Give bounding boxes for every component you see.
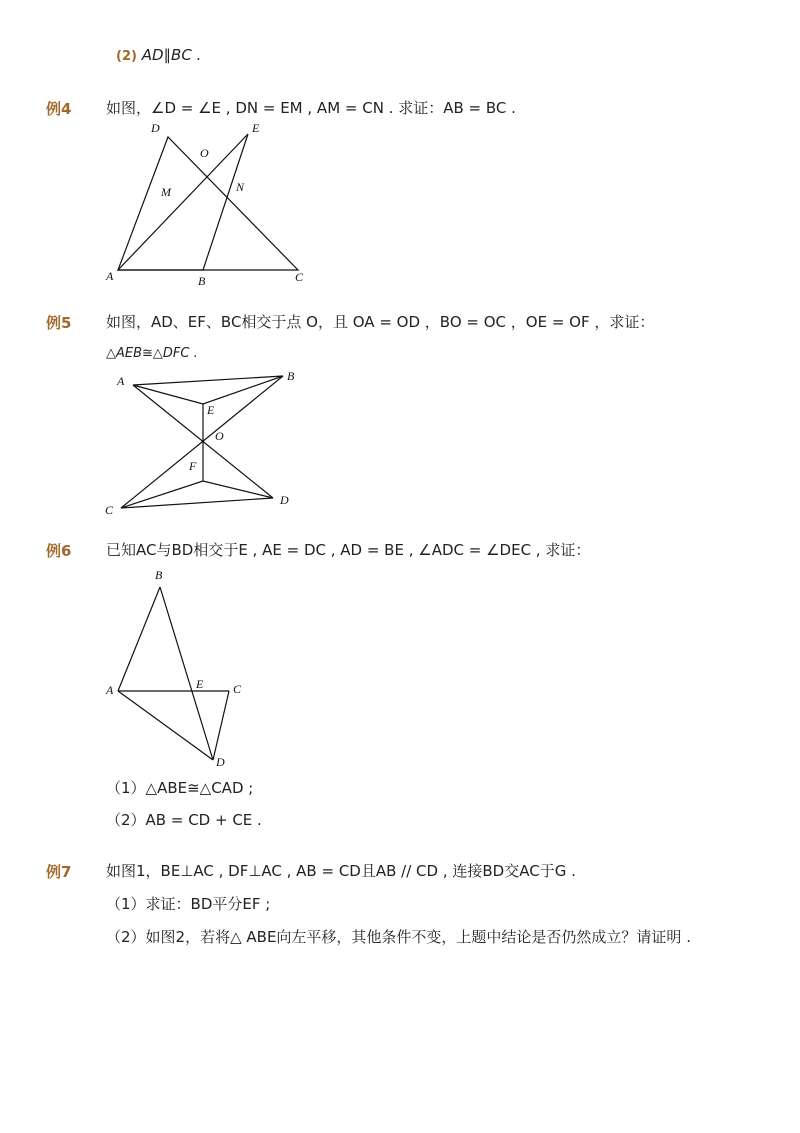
example-6-label: 例6: [46, 542, 72, 560]
example-6-text: 已知AC与BD相交于E , AE = DC , AD = BE , ∠ADC = ∠DEC , 求证：: [106, 541, 591, 559]
part-text: AD∥BC .: [141, 46, 202, 64]
example-6-question-2: （2）AB = CD + CE .: [106, 811, 262, 829]
example-5-text-line1: 如图，AD、EF、BC相交于点 O，且 OA = OD ，BO = OC ，OE = OF ，求证：: [106, 313, 655, 331]
example-4-text: 如图，∠D = ∠E , DN = EM , AM = CN . 求证：AB = BC .: [106, 99, 516, 117]
example-4-label: 例4: [46, 100, 72, 118]
point-label-M: M: [161, 185, 171, 199]
example-7-question-1: （1）求证：BD平分EF ;: [106, 895, 271, 913]
point-label-E: E: [252, 121, 260, 135]
point-label-A: A: [106, 683, 114, 697]
point-label-B: B: [198, 274, 206, 288]
point-label-F: F: [189, 459, 197, 473]
example-5-label: 例5: [46, 314, 72, 332]
point-label-D: D: [216, 755, 225, 769]
point-label-B: B: [155, 568, 163, 582]
point-label-E: E: [196, 677, 204, 691]
point-label-A: A: [106, 269, 114, 283]
example-6-question-1: （1）△ABE≅△CAD ;: [106, 779, 254, 797]
example-7-question-2: （2）如图2，若将△ ABE向左平移，其他条件不变，上题中结论是否仍然成立？请证明 .: [106, 928, 691, 946]
example-7-text: 如图1，BE⊥AC , DF⊥AC , AB = CD且AB // CD , 连接BD交AC于G .: [106, 862, 576, 880]
example-7-label: 例7: [46, 863, 72, 881]
point-label-C: C: [105, 503, 114, 517]
point-label-B: B: [287, 369, 295, 383]
part-number: (2): [116, 49, 137, 64]
point-label-O: O: [200, 146, 209, 160]
example-5-text-line2: △AEB≅△DFC .: [106, 346, 198, 361]
point-label-C: C: [233, 682, 242, 696]
point-label-C: C: [295, 270, 304, 284]
point-label-N: N: [236, 180, 245, 194]
point-label-D: D: [280, 493, 289, 507]
point-label-E: E: [207, 403, 215, 417]
point-label-O: O: [215, 429, 224, 443]
point-label-A: A: [117, 374, 125, 388]
point-label-D: D: [151, 121, 160, 135]
